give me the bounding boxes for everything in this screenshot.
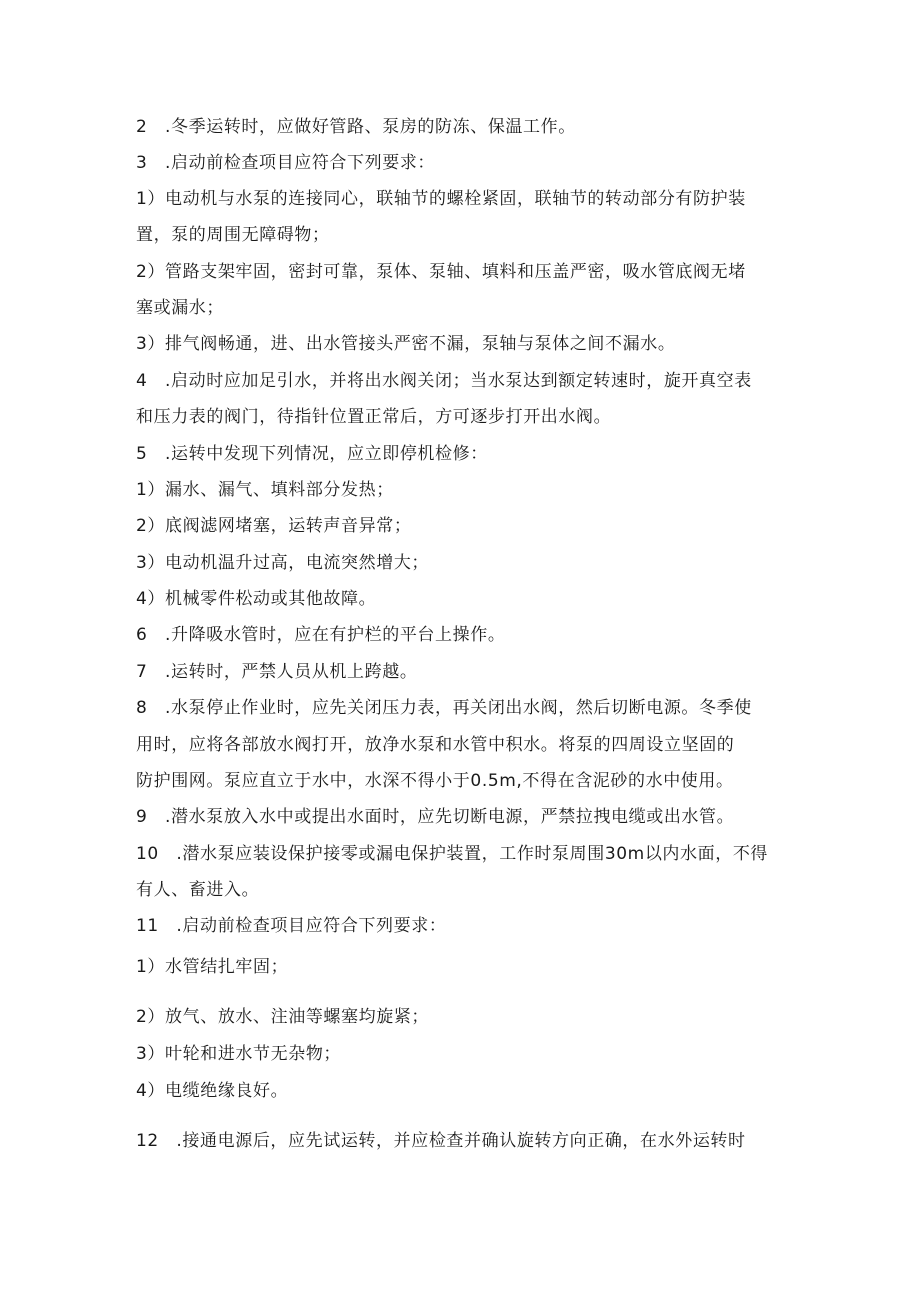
text-line: 6 .升降吸水管时，应在有护栏的平台上操作。: [136, 625, 506, 645]
text-line: 1）水管结扎牢固；: [136, 957, 289, 977]
text-line: 3）叶轮和进水节无杂物；: [136, 1044, 342, 1064]
text-line: 2）底阀滤网堵塞，运转声音异常；: [136, 516, 412, 536]
text-line: 1）漏水、漏气、填料部分发热；: [136, 480, 394, 500]
text-line: 11 .启动前检查项目应符合下列要求：: [136, 916, 447, 936]
text-line: 和压力表的阀门，待指针位置正常后，方可逐步打开出水阀。: [136, 407, 612, 427]
text-line: 4）机械零件松动或其他故障。: [136, 589, 377, 609]
text-line: 有人、畜进入。: [136, 880, 260, 900]
text-line: 7 .运转时，严禁人员从机上跨越。: [136, 662, 418, 682]
text-line: 2）管路支架牢固，密封可靠，泵体、泵轴、填料和压盖严密，吸水管底阀无堵: [136, 262, 746, 282]
text-line: 防护围网。泵应直立于水中，水深不得小于0.5m,不得在含泥砂的水中使用。: [136, 771, 734, 791]
text-line: 1）电动机与水泵的连接同心，联轴节的螺栓紧固，联轴节的转动部分有防护装: [136, 189, 746, 209]
text-line: 4）电缆绝缘良好。: [136, 1081, 289, 1101]
text-line: 12 .接通电源后，应先试运转，并应检查并确认旋转方向正确，在水外运转时: [136, 1131, 746, 1151]
text-line: 3）排气阀畅通，进、出水管接头严密不漏，泵轴与泵体之间不漏水。: [136, 334, 676, 354]
text-line: 3）电动机温升过高，电流突然增大；: [136, 553, 430, 573]
text-line: 塞或漏水；: [136, 298, 224, 318]
text-line: 10 .潜水泵应装设保护接零或漏电保护装置，工作时泵周围30m以内水面，不得: [136, 844, 769, 864]
text-line: 5 .运转中发现下列情况，应立即停机检修：: [136, 444, 488, 464]
text-line: 用时，应将各部放水阀打开，放净水泵和水管中积水。将泵的四周设立坚固的: [136, 735, 735, 755]
text-line: 3 .启动前检查项目应符合下列要求：: [136, 153, 436, 173]
text-line: 9 .潜水泵放入水中或提出水面时，应先切断电源，严禁拉拽电缆或出水管。: [136, 807, 735, 827]
text-line: 4 .启动时应加足引水，并将出水阀关闭；当水泵达到额定转速时，旋开真空表: [136, 371, 752, 391]
text-line: 置，泵的周围无障碍物；: [136, 225, 330, 245]
text-line: 2 .冬季运转时，应做好管路、泵房的防冻、保温工作。: [136, 117, 576, 137]
text-line: 2）放气、放水、注油等螺塞均旋紧；: [136, 1007, 430, 1027]
text-line: 8 .水泵停止作业时，应先关闭压力表，再关闭出水阀，然后切断电源。冬季使: [136, 698, 752, 718]
